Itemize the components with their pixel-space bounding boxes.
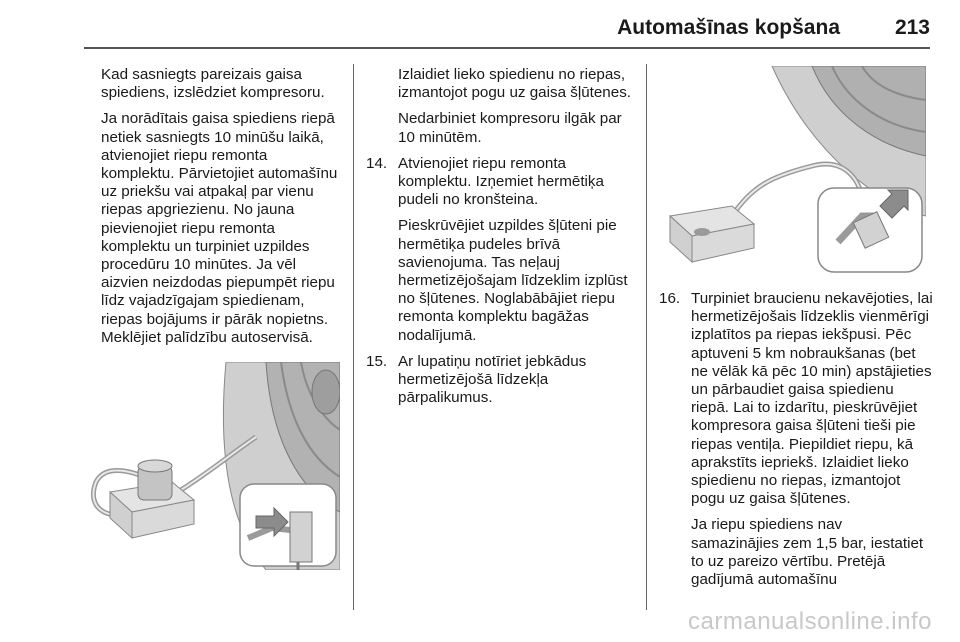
column-3 — [659, 290, 933, 597]
column-divider-1 — [353, 64, 354, 610]
list-item-number: 14. — [366, 154, 388, 172]
compressor-valve-drawing — [662, 66, 926, 274]
list-item — [659, 290, 933, 589]
list-item-text: Turpiniet braucienu nekavējoties, lai hermetizējošais līdzeklis vienmērīgi izplatītos pa riepas iekšpusi. Pēc aptuveni 5 km nobraukšanas (bet ne vēlāk kā pēc 10 min) apstājieties un pārbaudiet gaisa spiedienu riepā. Lai to izdarītu, pieskrūvējiet kompresora gaisa šļūteni tieši pie riepas ventiļa. Piepildiet riepu, kā aprakstīts iepriekš. Izlaidiet lieko spiedienu no riepas, izmantojot pogu uz gaisa šļūtenes. — [691, 290, 933, 508]
list-item-number: 16. — [659, 290, 681, 307]
paragraph: Kad sasniegts pareizais gaisa spiediens, izslēdziet kompresoru. — [101, 66, 325, 102]
column-divider-2 — [646, 64, 647, 610]
header-rule — [84, 47, 930, 49]
watermark: carmanualsonline.info — [688, 608, 932, 635]
list-item — [366, 353, 634, 408]
page-number: 213 — [894, 16, 930, 39]
list-item — [366, 155, 634, 345]
compressor-wheel-drawing — [76, 362, 340, 570]
list-item-text: Pieskrūvējiet uzpildes šļūteni pie hermētiķa pudeles brīvā savienojuma. Tas neļauj hermetizējošajam līdzeklim izplūst no šļūtenes. Noglabābājiet riepu remonta komplektu bagāžas nodalījumā. — [398, 217, 628, 344]
column-1 — [101, 66, 341, 355]
compressor-wheel-illustration — [76, 362, 340, 570]
paragraph: Izlaidiet lieko spiedienu no riepas, izmantojot pogu uz gaisa šļūtenes. — [398, 66, 632, 102]
column-2 — [366, 66, 634, 415]
list-item-text: Ar lupatiņu notīriet jebkādus hermetizējošā līdzekļa pārpalikumus. — [398, 352, 587, 407]
list-item-number: 15. — [366, 352, 388, 370]
paragraph: Ja norādītais gaisa spiediens riepā netiek sasniegts 10 minūšu laikā, atvienojiet riepu remonta komplektu. Pārvietojiet automašīnu uz priekšu vai atpakaļ par vienu riepas apgriezienu. No jauna pievienojiet riepu remonta komplektu un turpiniet uzpildes procedūru 10 minūtes. Ja vēl aizvien neizdodas piepumpēt riepu līdz vajadzīgajam spiedienam, riepas bojājums ir pārāk nopietns. Meklējiet palīdzību autoservisā. — [101, 110, 338, 346]
running-header-title: Automašīnas kopšana — [617, 16, 840, 39]
compressor-valve-illustration — [662, 66, 926, 274]
list-item-text: Ja riepu spiediens nav samazinājies zem 1,5 bar, iestatiet to uz pareizo vērtību. Pretējā gadījumā automašīnu — [691, 516, 924, 589]
list-item-text: Atvienojiet riepu remonta komplektu. Izņemiet hermētiķa pudeli no kronšteina. — [398, 154, 604, 209]
paragraph: Nedarbiniet kompresoru ilgāk par 10 minūtēm. — [398, 110, 622, 146]
